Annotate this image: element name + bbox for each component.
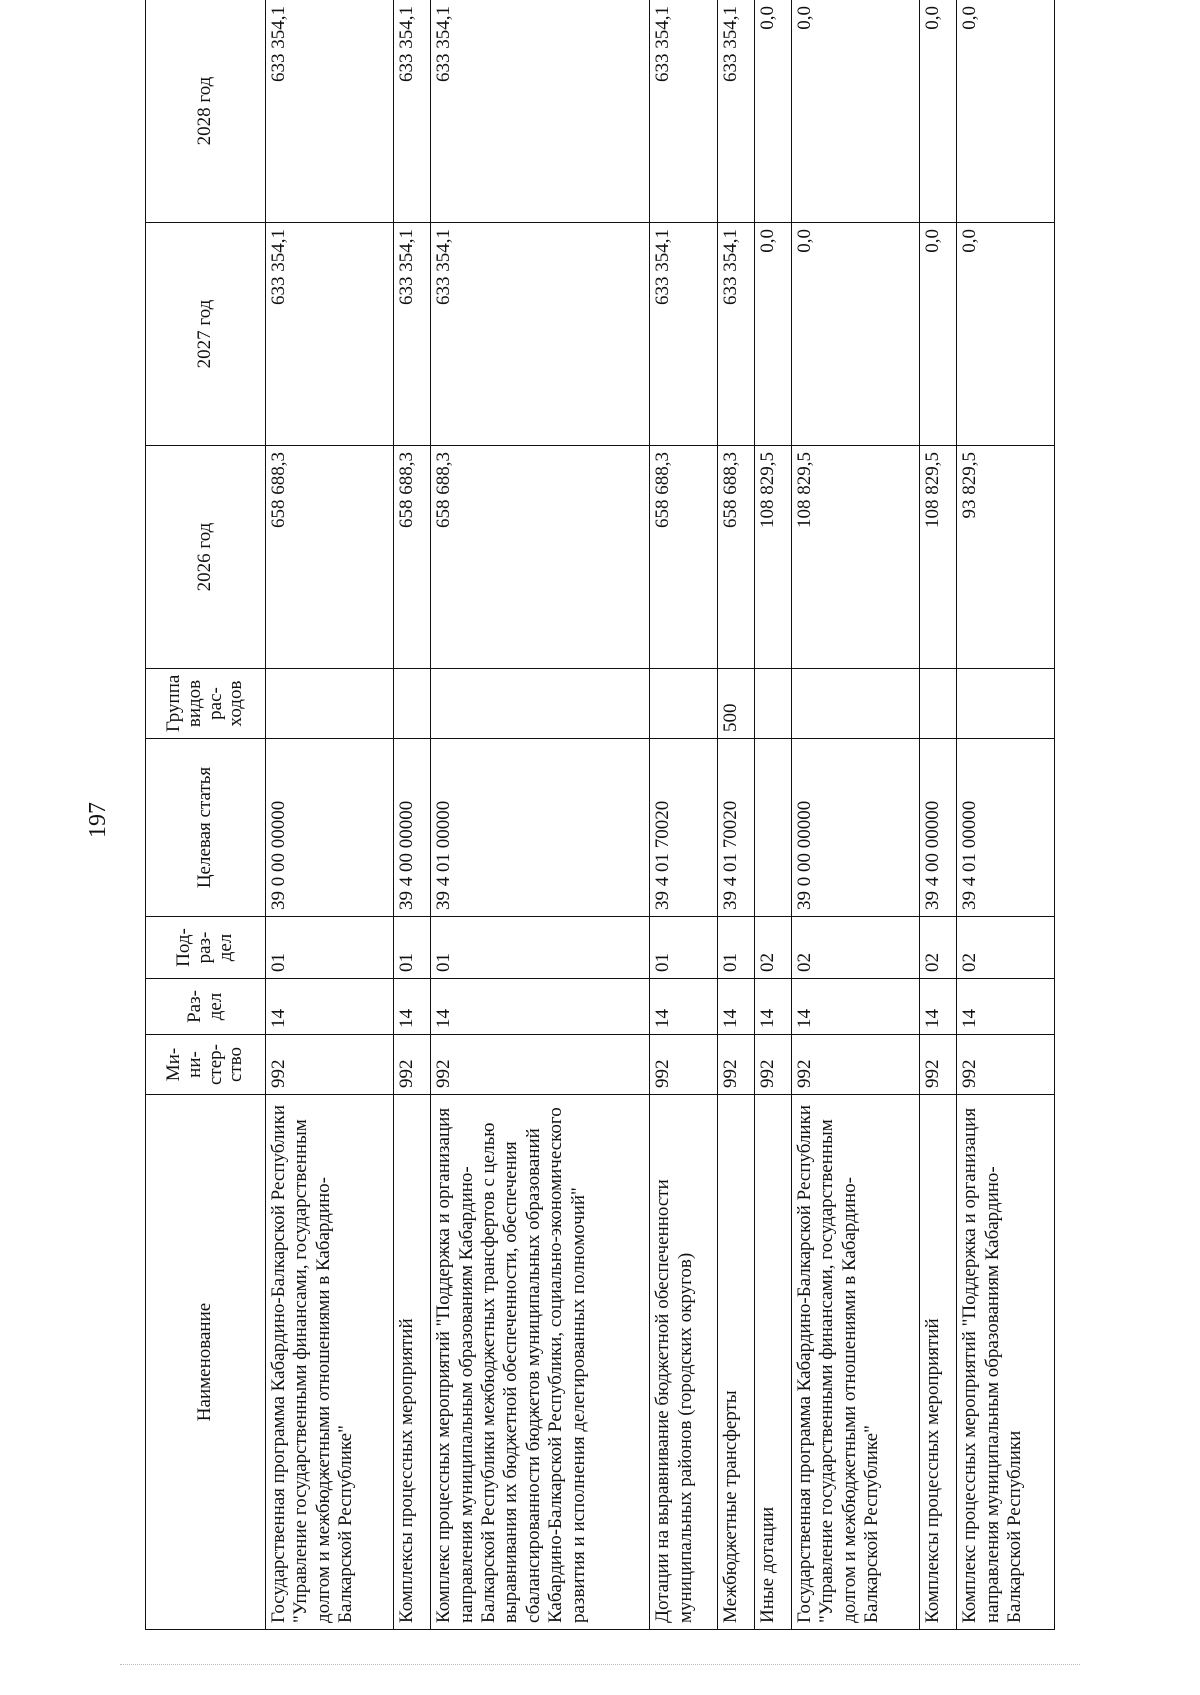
table-row [650,0,717,1630]
row-razdel: 14 [920,979,957,1035]
table-body [266,0,1055,1630]
header-ministry: Ми-ни-стер-ство [146,1035,266,1095]
row-ministry: 992 [920,1035,957,1095]
row-podrazdel: 01 [394,917,431,979]
header-podrazdel: Под-раз-дел [146,917,266,979]
table-row [920,0,957,1630]
row-podrazdel: 01 [650,917,717,979]
row-podrazdel: 02 [920,917,957,979]
row-name: Комплекс процессных мероприятий "Поддержка и организация направления муниципальным образованиям Кабардино-Балкарской Республики [957,1095,1055,1630]
row-podrazdel: 01 [266,917,394,979]
row-ministry: 992 [754,1035,791,1095]
row-2026: 658 688,3 [650,446,717,669]
table-row [791,0,919,1630]
row-celevaya: 39 0 00 00000 [266,739,394,917]
row-razdel: 14 [394,979,431,1035]
row-gruppa [754,669,791,739]
row-2027: 0,0 [957,223,1055,446]
row-celevaya [754,739,791,917]
row-ministry: 992 [957,1035,1055,1095]
row-2026: 108 829,5 [920,446,957,669]
row-ministry: 992 [717,1035,754,1095]
row-celevaya: 39 4 00 00000 [920,739,957,917]
row-ministry: 992 [394,1035,431,1095]
row-gruppa [266,669,394,739]
row-2027: 633 354,1 [394,223,431,446]
table-header-row [146,0,266,1630]
row-celevaya: 39 4 01 00000 [431,739,650,917]
table-row [266,0,394,1630]
budget-table [145,0,1055,1630]
row-ministry: 992 [431,1035,650,1095]
page-number: 197 [85,802,111,838]
row-gruppa [957,669,1055,739]
row-gruppa [791,669,919,739]
row-2028: 633 354,1 [431,0,650,223]
row-ministry: 992 [791,1035,919,1095]
header-celevaya: Целевая статья [146,739,266,917]
row-2027: 633 354,1 [266,223,394,446]
row-podrazdel: 02 [957,917,1055,979]
row-gruppa: 500 [717,669,754,739]
row-2027: 0,0 [754,223,791,446]
row-razdel: 14 [957,979,1055,1035]
row-name: Иные дотации [754,1095,791,1630]
row-2026: 658 688,3 [431,446,650,669]
row-gruppa [650,669,717,739]
header-2028: 2028 год [146,0,266,223]
row-razdel: 14 [791,979,919,1035]
row-name: Комплексы процессных мероприятий [394,1095,431,1630]
budget-table-container [145,0,1055,1630]
row-2026: 93 829,5 [957,446,1055,669]
row-2028: 633 354,1 [394,0,431,223]
row-name: Государственная программа Кабардино-Балкарской Республики "Управление государственными финансами, государственным долгом и межбюджетными отношениями в Кабардино-Балкарской Республике" [791,1095,919,1630]
row-razdel: 14 [717,979,754,1035]
row-ministry: 992 [266,1035,394,1095]
table-row [394,0,431,1630]
row-razdel: 14 [431,979,650,1035]
row-name: Дотации на выравнивание бюджетной обеспеченности муниципальных районов (городских округов) [650,1095,717,1630]
header-2026: 2026 год [146,446,266,669]
row-podrazdel: 01 [717,917,754,979]
header-gruppa: Группа видов рас-ходов [146,669,266,739]
row-2027: 633 354,1 [717,223,754,446]
header-2027: 2027 год [146,223,266,446]
row-2028: 0,0 [920,0,957,223]
row-name: Государственная программа Кабардино-Балкарской Республики "Управление государственными финансами, государственным долгом и межбюджетными отношениями в Кабардино-Балкарской Республике" [266,1095,394,1630]
row-2026: 658 688,3 [394,446,431,669]
row-podrazdel: 02 [754,917,791,979]
row-2026: 658 688,3 [717,446,754,669]
row-2028: 0,0 [957,0,1055,223]
row-razdel: 14 [650,979,717,1035]
scan-noise-line [120,1664,1080,1665]
row-name: Комплексы процессных мероприятий [920,1095,957,1630]
row-name: Комплекс процессных мероприятий "Поддержка и организация направления муниципальным образованиям Кабардино-Балкарской Республики межбюджетных трансфертов с целью выравнивания их бюджетной обеспеченности, обеспечения сбалансированности бюджетов муниципальных образований Кабардино-Балкарской Республики, социально-экономического развития и исполнения делегированных полномочий" [431,1095,650,1630]
row-celevaya: 39 4 00 00000 [394,739,431,917]
row-celevaya: 39 4 01 00000 [957,739,1055,917]
row-2026: 108 829,5 [791,446,919,669]
row-podrazdel: 02 [791,917,919,979]
row-name: Межбюджетные трансферты [717,1095,754,1630]
row-ministry: 992 [650,1035,717,1095]
table-row [717,0,754,1630]
row-2026: 658 688,3 [266,446,394,669]
row-gruppa [394,669,431,739]
row-2027: 0,0 [791,223,919,446]
row-2027: 633 354,1 [650,223,717,446]
row-celevaya: 39 4 01 70020 [717,739,754,917]
row-2027: 633 354,1 [431,223,650,446]
row-2028: 0,0 [754,0,791,223]
header-razdel: Раз-дел [146,979,266,1035]
row-2027: 0,0 [920,223,957,446]
table-row [754,0,791,1630]
row-razdel: 14 [266,979,394,1035]
header-name: Наименование [146,1095,266,1630]
row-gruppa [431,669,650,739]
row-2028: 633 354,1 [717,0,754,223]
row-celevaya: 39 4 01 70020 [650,739,717,917]
row-gruppa [920,669,957,739]
row-celevaya: 39 0 00 00000 [791,739,919,917]
row-2026: 108 829,5 [754,446,791,669]
table-row [957,0,1055,1630]
row-2028: 0,0 [791,0,919,223]
table-row [431,0,650,1630]
row-2028: 633 354,1 [650,0,717,223]
row-2028: 633 354,1 [266,0,394,223]
row-podrazdel: 01 [431,917,650,979]
row-razdel: 14 [754,979,791,1035]
